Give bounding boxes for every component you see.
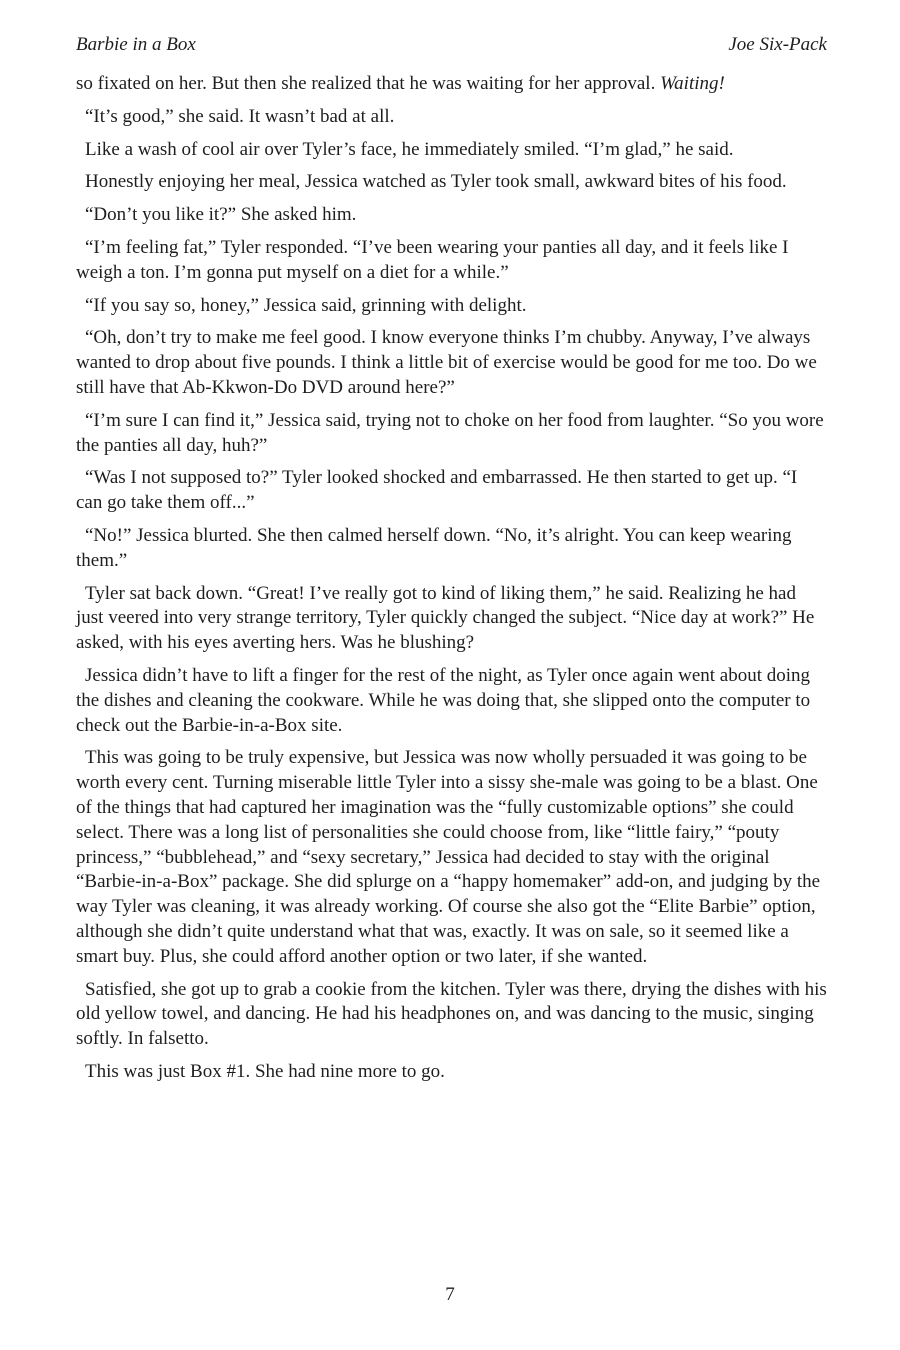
page-header bbox=[76, 33, 827, 57]
paragraph: “If you say so, honey,” Jessica said, grinning with delight. bbox=[85, 294, 527, 316]
page-body bbox=[76, 72, 827, 1093]
paragraph: Tyler sat back down. “Great! I’ve really got to kind of liking them,” he said. Realizing he had just veered into very strange territory, Tyler quickly changed the subject. “Nice day at work?” He asked, with his eyes averting hers. Was he blushing? bbox=[76, 582, 815, 654]
paragraph: Like a wash of cool air over Tyler’s face, he immediately smiled. “I’m glad,” he said. bbox=[85, 138, 734, 160]
paragraph-text: so fixated on her. But then she realized that he was waiting for her approval. bbox=[76, 73, 656, 94]
paragraph: “Don’t you like it?” She asked him. bbox=[85, 204, 357, 226]
paragraph: “Oh, don’t try to make me feel good. I know everyone thinks I’m chubby. Anyway, I’ve always wanted to drop about five pounds. I think a little bit of exercise would be good for me too. Do we still have that Ab-Kkwon-Do DVD around here?” bbox=[76, 327, 817, 398]
page-number: 7 bbox=[445, 1284, 455, 1305]
paragraph: This was just Box #1. She had nine more to go. bbox=[85, 1060, 445, 1082]
paragraph: Satisfied, she got up to grab a cookie from the kitchen. Tyler was there, drying the dishes with his old yellow towel, and dancing. He had his headphones on, and was dancing to the music, singing softly. In falsetto. bbox=[76, 978, 827, 1050]
paragraph: Jessica didn’t have to lift a finger for the rest of the night, as Tyler once again went about doing the dishes and cleaning the cookware. While he was doing that, she slipped onto the computer to check out the Barbie-in-a-Box site. bbox=[76, 664, 811, 736]
paragraph: “It’s good,” she said. It wasn’t bad at all. bbox=[85, 105, 395, 127]
paragraph bbox=[76, 72, 827, 97]
running-header-book-title: Barbie in a Box bbox=[76, 34, 196, 55]
paragraph-italic-text: Waiting! bbox=[660, 73, 725, 94]
paragraph: “No!” Jessica blurted. She then calmed herself down. “No, it’s alright. You can keep wearing them.” bbox=[76, 524, 792, 571]
paragraph: “I’m sure I can find it,” Jessica said, trying not to choke on her food from laughter. “So you wore the panties all day, huh?” bbox=[76, 409, 824, 456]
running-header-author-name: Joe Six-Pack bbox=[728, 34, 827, 55]
paragraph: “Was I not supposed to?” Tyler looked shocked and embarrassed. He then started to get up. “I can go take them off...” bbox=[76, 467, 798, 514]
paragraph: This was going to be truly expensive, but Jessica was now wholly persuaded it was going to be worth every cent. Turning miserable little Tyler into a sissy she-male was going to be a blast. One of the things that had captured her imagination was the “fully customizable options” she could select. There was a long list of personalities she could choose from, like “little fairy,” “pouty princess,” “bubblehead,” and “sexy secretary,” Jessica had decided to stay with the original “Barbie-in-a-Box” package. She did splurge on a “happy homemaker” add-on, and judging by the way Tyler was cleaning, it was already working. Of course she also got the “Elite Barbie” option, although she didn’t quite understand what that was, exactly. It was on sale, so it seemed like a smart buy. Plus, she could afford another option or two later, if she wanted. bbox=[76, 747, 821, 967]
paragraph: “I’m feeling fat,” Tyler responded. “I’ve been wearing your panties all day, and it feels like I weigh a ton. I’m gonna put myself on a diet for a while.” bbox=[76, 236, 789, 283]
paragraph: Honestly enjoying her meal, Jessica watched as Tyler took small, awkward bites of his food. bbox=[85, 171, 787, 193]
